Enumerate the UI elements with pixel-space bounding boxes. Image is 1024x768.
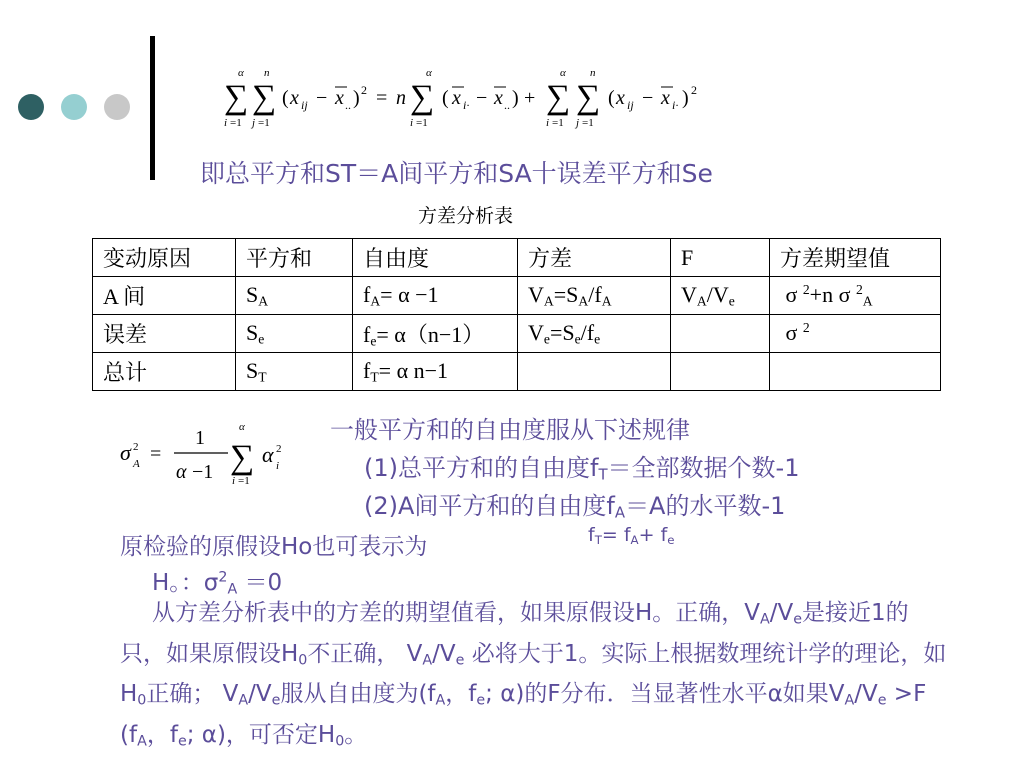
svg-text:=1: =1 — [230, 117, 242, 129]
table-cell: σ $^2$ — [770, 315, 941, 353]
svg-text:=1: =1 — [582, 117, 594, 129]
sigma-formula — [118, 418, 298, 488]
svg-text:x: x — [452, 87, 461, 109]
svg-text:x: x — [661, 87, 670, 109]
table-row — [93, 277, 941, 315]
svg-text:A: A — [133, 458, 140, 470]
hypothesis: H。：$\sigma^2_A =0$ — [152, 569, 283, 598]
svg-text:∑: ∑ — [252, 79, 277, 116]
svg-text:σ: σ — [120, 440, 131, 465]
svg-text:∑: ∑ — [230, 439, 255, 476]
table-header-cell: 变动原因 — [93, 239, 236, 277]
svg-text:x: x — [616, 87, 625, 109]
svg-text:α: α — [262, 442, 274, 467]
summary-line: 即总平方和ST＝A间平方和SA十误差平方和Se — [200, 159, 713, 188]
anova-table — [92, 238, 941, 391]
table-cell: A 间 — [93, 277, 236, 315]
svg-text:=1: =1 — [552, 117, 564, 129]
svg-text:i·: i· — [672, 98, 679, 112]
table-header-cell: 自由度 — [353, 239, 518, 277]
svg-text:1: 1 — [195, 427, 205, 449]
svg-text:): ) — [682, 87, 689, 109]
table-cell: $S_e$ — [236, 315, 353, 353]
svg-text:2: 2 — [133, 441, 139, 453]
svg-text:∑: ∑ — [224, 79, 249, 116]
svg-text:x: x — [494, 87, 503, 109]
svg-text:−1: −1 — [192, 461, 214, 483]
table-row — [93, 353, 941, 391]
table-cell: 误差 — [93, 315, 236, 353]
svg-text:(: ( — [442, 87, 449, 109]
svg-text:(: ( — [282, 87, 289, 109]
df-sum: $f_T= f_A+ f_e$ — [588, 524, 675, 547]
svg-text:=: = — [150, 443, 162, 465]
table-row — [93, 315, 941, 353]
svg-text:∑: ∑ — [576, 79, 601, 116]
table-cell: $S_T$ — [236, 353, 353, 391]
svg-text:j: j — [252, 117, 256, 129]
table-header-cell: 方差期望值 — [770, 239, 941, 277]
table-cell: 总计 — [93, 353, 236, 391]
svg-text:2: 2 — [691, 83, 697, 97]
svg-text:α: α — [238, 67, 244, 79]
svg-text:∑: ∑ — [410, 79, 435, 116]
svg-text:i: i — [410, 117, 414, 129]
svg-text:n: n — [396, 87, 406, 109]
svg-text:α: α — [426, 67, 432, 79]
svg-text:): ) — [353, 87, 360, 109]
svg-text:ij: ij — [627, 98, 634, 112]
table-cell — [518, 353, 671, 391]
svg-text:i: i — [232, 475, 236, 487]
rule-2: (2)A间平方和的自由度$f_A=A$的水平数-1 — [364, 492, 786, 522]
svg-text:=: = — [376, 87, 388, 109]
table-cell — [770, 353, 941, 391]
table-cell: $f_T= \alpha$ n−1 — [353, 353, 518, 391]
table-cell: $V_A/V_e$ — [671, 277, 770, 315]
table-cell — [671, 353, 770, 391]
svg-text:2: 2 — [361, 83, 367, 97]
svg-text:=1: =1 — [258, 117, 270, 129]
rule-1: (1)总平方和的自由度$f_T=$全部数据个数-1 — [364, 454, 800, 484]
explanation-paragraph: 从方差分析表中的方差的期望值看，如果原假设H。正确，$V_A/V_e$是接近1的只，如果原假设$H_0$不正确， $V_A/V_e$ 必将大于1。实际上根据数理统计学的理论，如$H_0$正确； $V_A/V_e$服从自由度为($f_A$，$f_e$; α)的F分布．当显著性水平α如果$V_A/V_e >F$ ($f_A$，$f_e$; α)，可否定$H_0$。 — [120, 600, 947, 750]
svg-text:=1: =1 — [238, 475, 250, 487]
table-cell: $f_A= \alpha -1$ — [353, 277, 518, 315]
rule-heading: 一般平方和的自由度服从下述规律 — [330, 416, 690, 444]
svg-text:=1: =1 — [416, 117, 428, 129]
svg-text:x: x — [335, 87, 344, 109]
table-cell: $V_e=S_e/f_e$ — [518, 315, 671, 353]
table-cell: $f_e= \alpha(n-1)$ — [353, 315, 518, 353]
svg-text:i: i — [224, 117, 228, 129]
vertical-divider — [150, 36, 155, 180]
svg-text:(: ( — [608, 87, 615, 109]
dot-light-teal — [61, 94, 87, 120]
table-cell: σ $^2$+n σ $^2_A$ — [770, 277, 941, 315]
svg-text:..: .. — [345, 98, 351, 112]
dot-gray — [104, 94, 130, 120]
table-header-cell: 方差 — [518, 239, 671, 277]
table-header-row — [93, 239, 941, 277]
svg-text:j: j — [576, 117, 580, 129]
svg-text:−: − — [476, 87, 488, 109]
hypothesis-intro: 原检验的原假设Ho也可表示为 — [120, 534, 428, 560]
table-header-cell: 平方和 — [236, 239, 353, 277]
svg-text:+: + — [524, 87, 536, 109]
svg-text:α: α — [176, 461, 187, 483]
svg-text:n: n — [264, 67, 270, 79]
svg-text:i: i — [276, 460, 280, 472]
svg-text:n: n — [590, 67, 596, 79]
svg-text:..: .. — [504, 98, 510, 112]
svg-text:ij: ij — [301, 98, 308, 112]
svg-text:i·: i· — [463, 98, 470, 112]
decomposition-equation — [220, 62, 740, 140]
svg-text:−: − — [642, 87, 654, 109]
table-cell: $V_A=S_A/f_A$ — [518, 277, 671, 315]
svg-text:x: x — [290, 87, 299, 109]
svg-text:2: 2 — [276, 443, 282, 455]
svg-text:i: i — [546, 117, 550, 129]
svg-text:): ) — [512, 87, 519, 109]
table-cell — [671, 315, 770, 353]
table-cell: $S_A$ — [236, 277, 353, 315]
svg-text:α: α — [560, 67, 566, 79]
svg-text:α: α — [239, 421, 245, 433]
svg-text:−: − — [316, 87, 328, 109]
table-title: 方差分析表 — [418, 206, 514, 227]
dot-dark-teal — [18, 94, 44, 120]
table-header-cell: F — [671, 239, 770, 277]
svg-text:∑: ∑ — [546, 79, 571, 116]
